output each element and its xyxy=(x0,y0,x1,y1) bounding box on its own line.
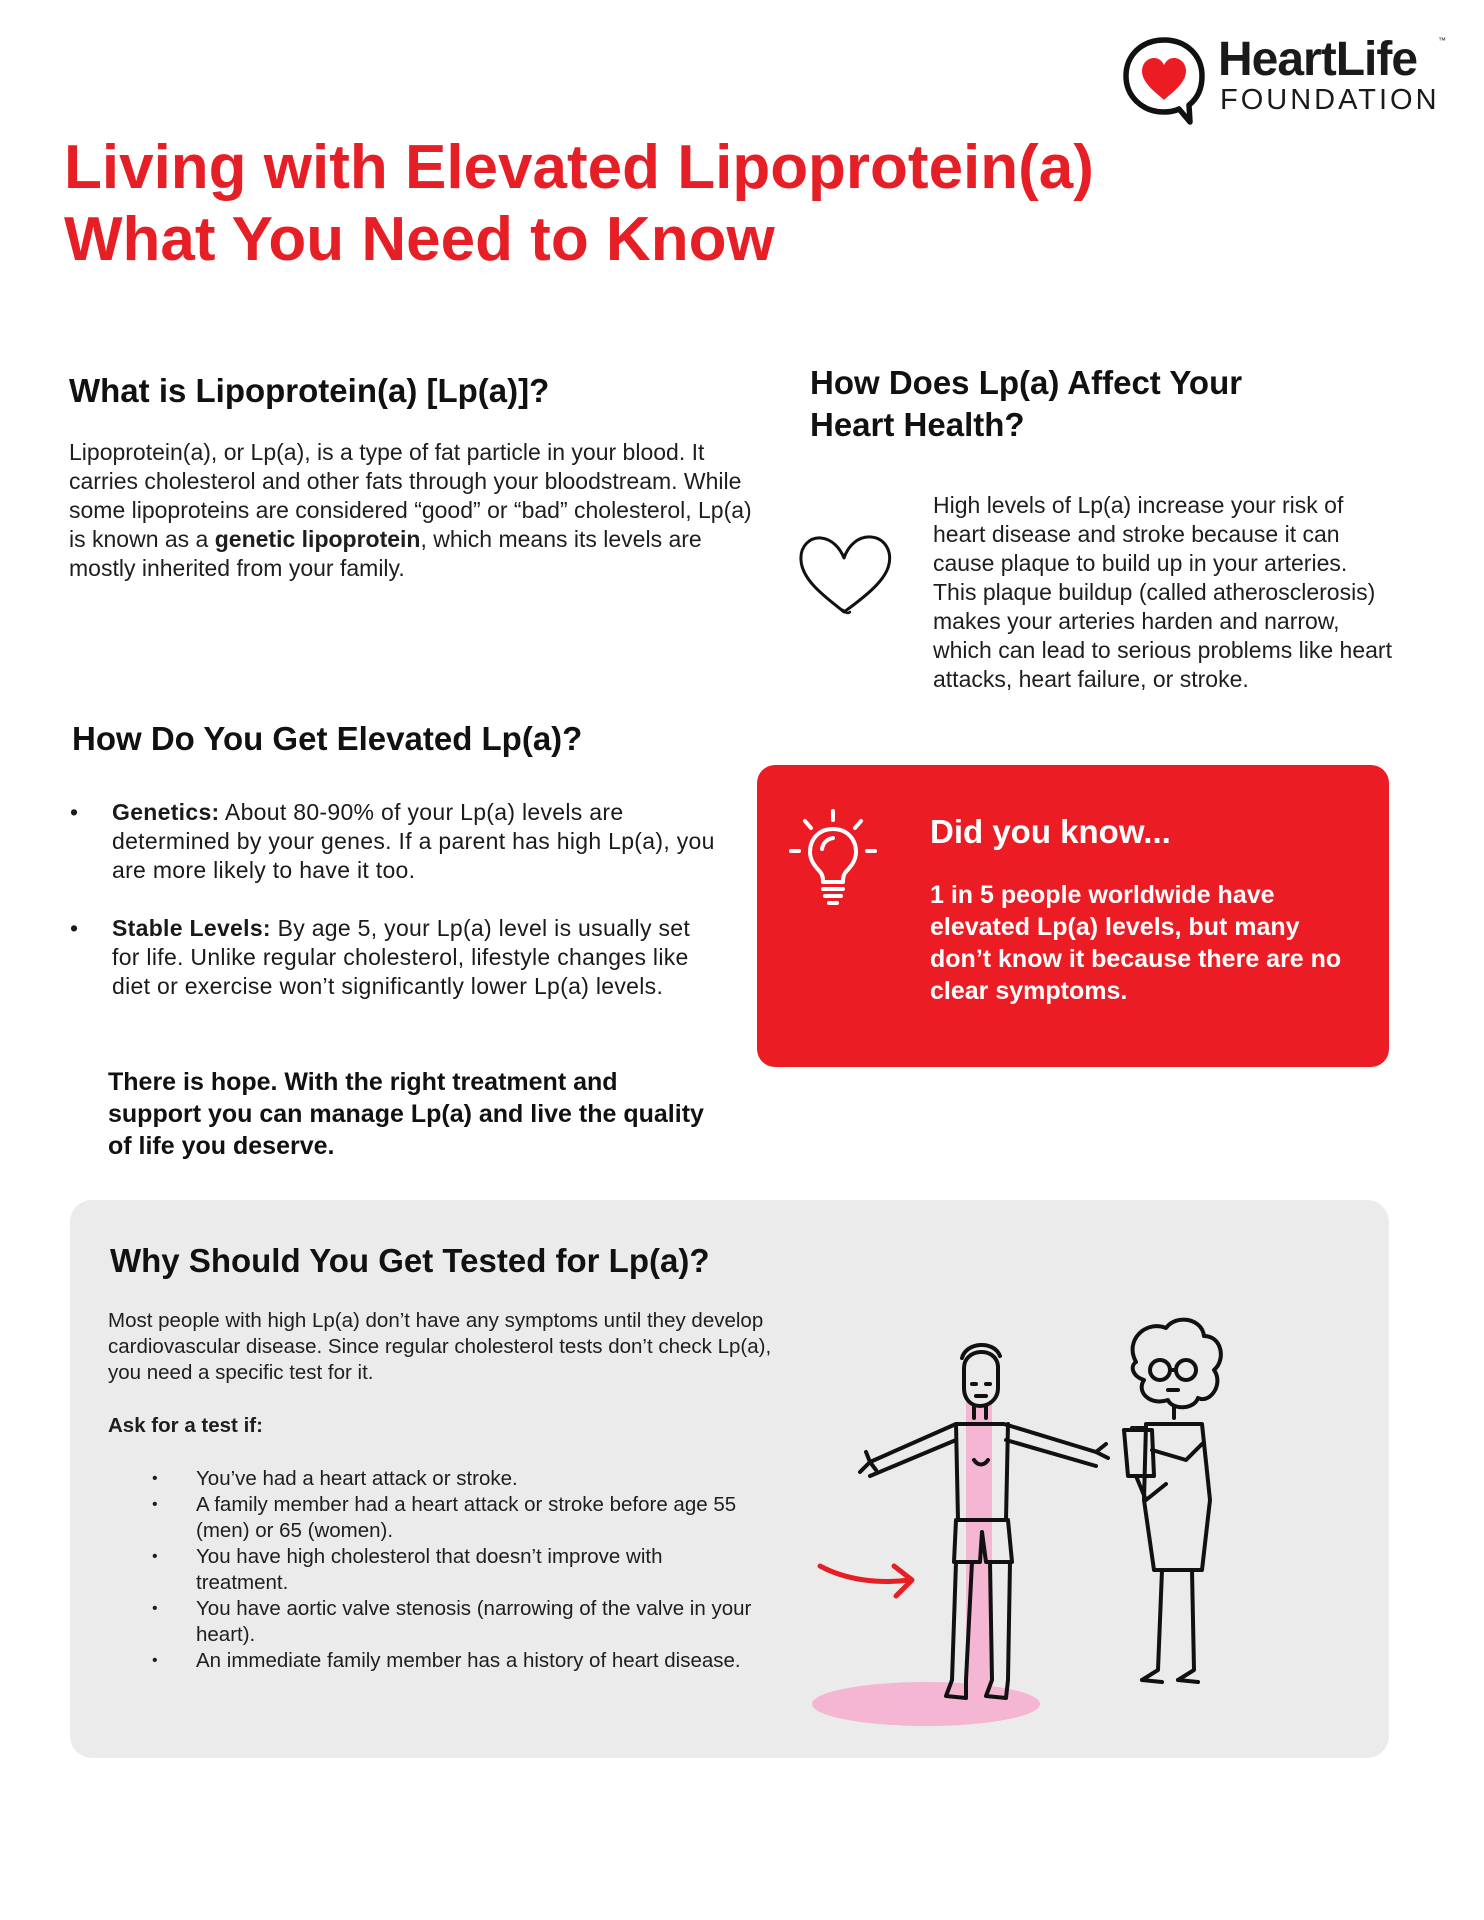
patient-figure xyxy=(860,1345,1108,1712)
test-criteria-list xyxy=(152,1466,752,1674)
list-item xyxy=(152,1648,752,1674)
red-arrow-icon xyxy=(820,1566,912,1596)
bullet: • xyxy=(152,1496,158,1513)
bullet: • xyxy=(152,1652,158,1669)
item-text: A family member had a heart attack or stroke before age 55 (men) or 65 (women). xyxy=(196,1493,737,1542)
list-item xyxy=(152,1492,752,1544)
bullet: • xyxy=(152,1470,158,1487)
affect-heading xyxy=(810,362,1330,446)
bullet: • xyxy=(70,915,79,941)
did-you-know-card xyxy=(757,765,1389,1067)
affect-text: High levels of Lp(a) increase your risk of heart disease and stroke because it can cause plaque to build up in your arteries. This plaque buildup (called atherosclerosis) makes your arteries harden and narrow, which can lead to serious problems like heart attacks, heart failure, or stroke. xyxy=(933,492,1392,692)
affect-heading-line-2: Heart Health? xyxy=(810,406,1025,443)
list-item xyxy=(152,1596,752,1648)
title-line-2: What You Need to Know xyxy=(64,205,775,274)
elevated-heading: How Do You Get Elevated Lp(a)? xyxy=(72,720,583,757)
item-text: About 80-90% of your Lp(a) levels are determined by your genes. If a parent has high Lp(a), you are more likely to have it too. xyxy=(112,799,715,883)
item-label: Stable Levels: xyxy=(112,915,271,941)
heart-outline-icon xyxy=(796,530,896,620)
doctor-figure xyxy=(1124,1320,1221,1682)
genetic-lipoprotein-term: genetic lipoprotein xyxy=(214,526,421,552)
did-you-know-text: 1 in 5 people worldwide have elevated Lp(a) levels, but many don’t know it because there are no clear symptoms. xyxy=(930,881,1342,1005)
heartlife-logo xyxy=(1118,32,1448,124)
title-line-1: Living with Elevated Lipoprotein(a) xyxy=(64,133,1094,202)
did-you-know-title: Did you know... xyxy=(930,813,1171,850)
patient-and-doctor-illustration xyxy=(806,1300,1366,1740)
brand-name: HeartLife xyxy=(1218,33,1418,86)
ask-for-test-label: Ask for a test if: xyxy=(108,1414,263,1437)
bullet: • xyxy=(152,1548,158,1565)
item-label: Genetics: xyxy=(112,799,220,825)
brand-sub: FOUNDATION xyxy=(1220,84,1440,116)
testing-heading: Why Should You Get Tested for Lp(a)? xyxy=(110,1242,710,1279)
item-text: You have high cholesterol that doesn’t improve with treatment. xyxy=(196,1545,663,1594)
list-item xyxy=(152,1544,752,1596)
list-item xyxy=(152,1466,752,1492)
bullet: • xyxy=(70,799,79,825)
item-text: You have aortic valve stenosis (narrowing of the valve in your heart). xyxy=(196,1597,752,1646)
list-item xyxy=(70,798,720,885)
bullet: • xyxy=(152,1600,158,1617)
item-text: By age 5, your Lp(a) level is usually set for life. Unlike regular cholesterol, lifestyle changes like diet or exercise won’t significantly lower Lp(a) levels. xyxy=(112,915,691,999)
lightbulb-icon xyxy=(787,807,879,911)
testing-panel xyxy=(70,1200,1389,1758)
what-is-text-part: Lipoprotein(a), or Lp(a), is a type of fat particle in your blood. It carries cholesterol and other fats through your bloodstream. While some lipoproteins are considered “good” or “bad” cholesterol, Lp(a) is known as a xyxy=(69,439,752,552)
what-is-text-part: , which means its levels are mostly inherited from your family. xyxy=(69,526,702,581)
what-is-heading: What is Lipoprotein(a) [Lp(a)]? xyxy=(69,372,550,409)
item-text: You’ve had a heart attack or stroke. xyxy=(196,1467,518,1490)
hope-statement: There is hope. With the right treatment and support you can manage Lp(a) and live the quality of life you deserve. xyxy=(108,1068,704,1160)
elevated-list xyxy=(70,798,720,1030)
trademark: ™ xyxy=(1438,36,1446,45)
testing-body: Most people with high Lp(a) don’t have any symptoms until they develop cardiovascular disease. Since regular cholesterol tests don’t check Lp(a), you need a specific test for it. xyxy=(108,1309,772,1384)
heart-speech-bubble-icon xyxy=(1118,34,1210,126)
list-item xyxy=(70,914,720,1001)
affect-heading-line-1: How Does Lp(a) Affect Your xyxy=(810,364,1243,401)
page-title xyxy=(64,132,1164,276)
item-text: An immediate family member has a history of heart disease. xyxy=(196,1649,741,1672)
what-is-text xyxy=(69,438,769,583)
